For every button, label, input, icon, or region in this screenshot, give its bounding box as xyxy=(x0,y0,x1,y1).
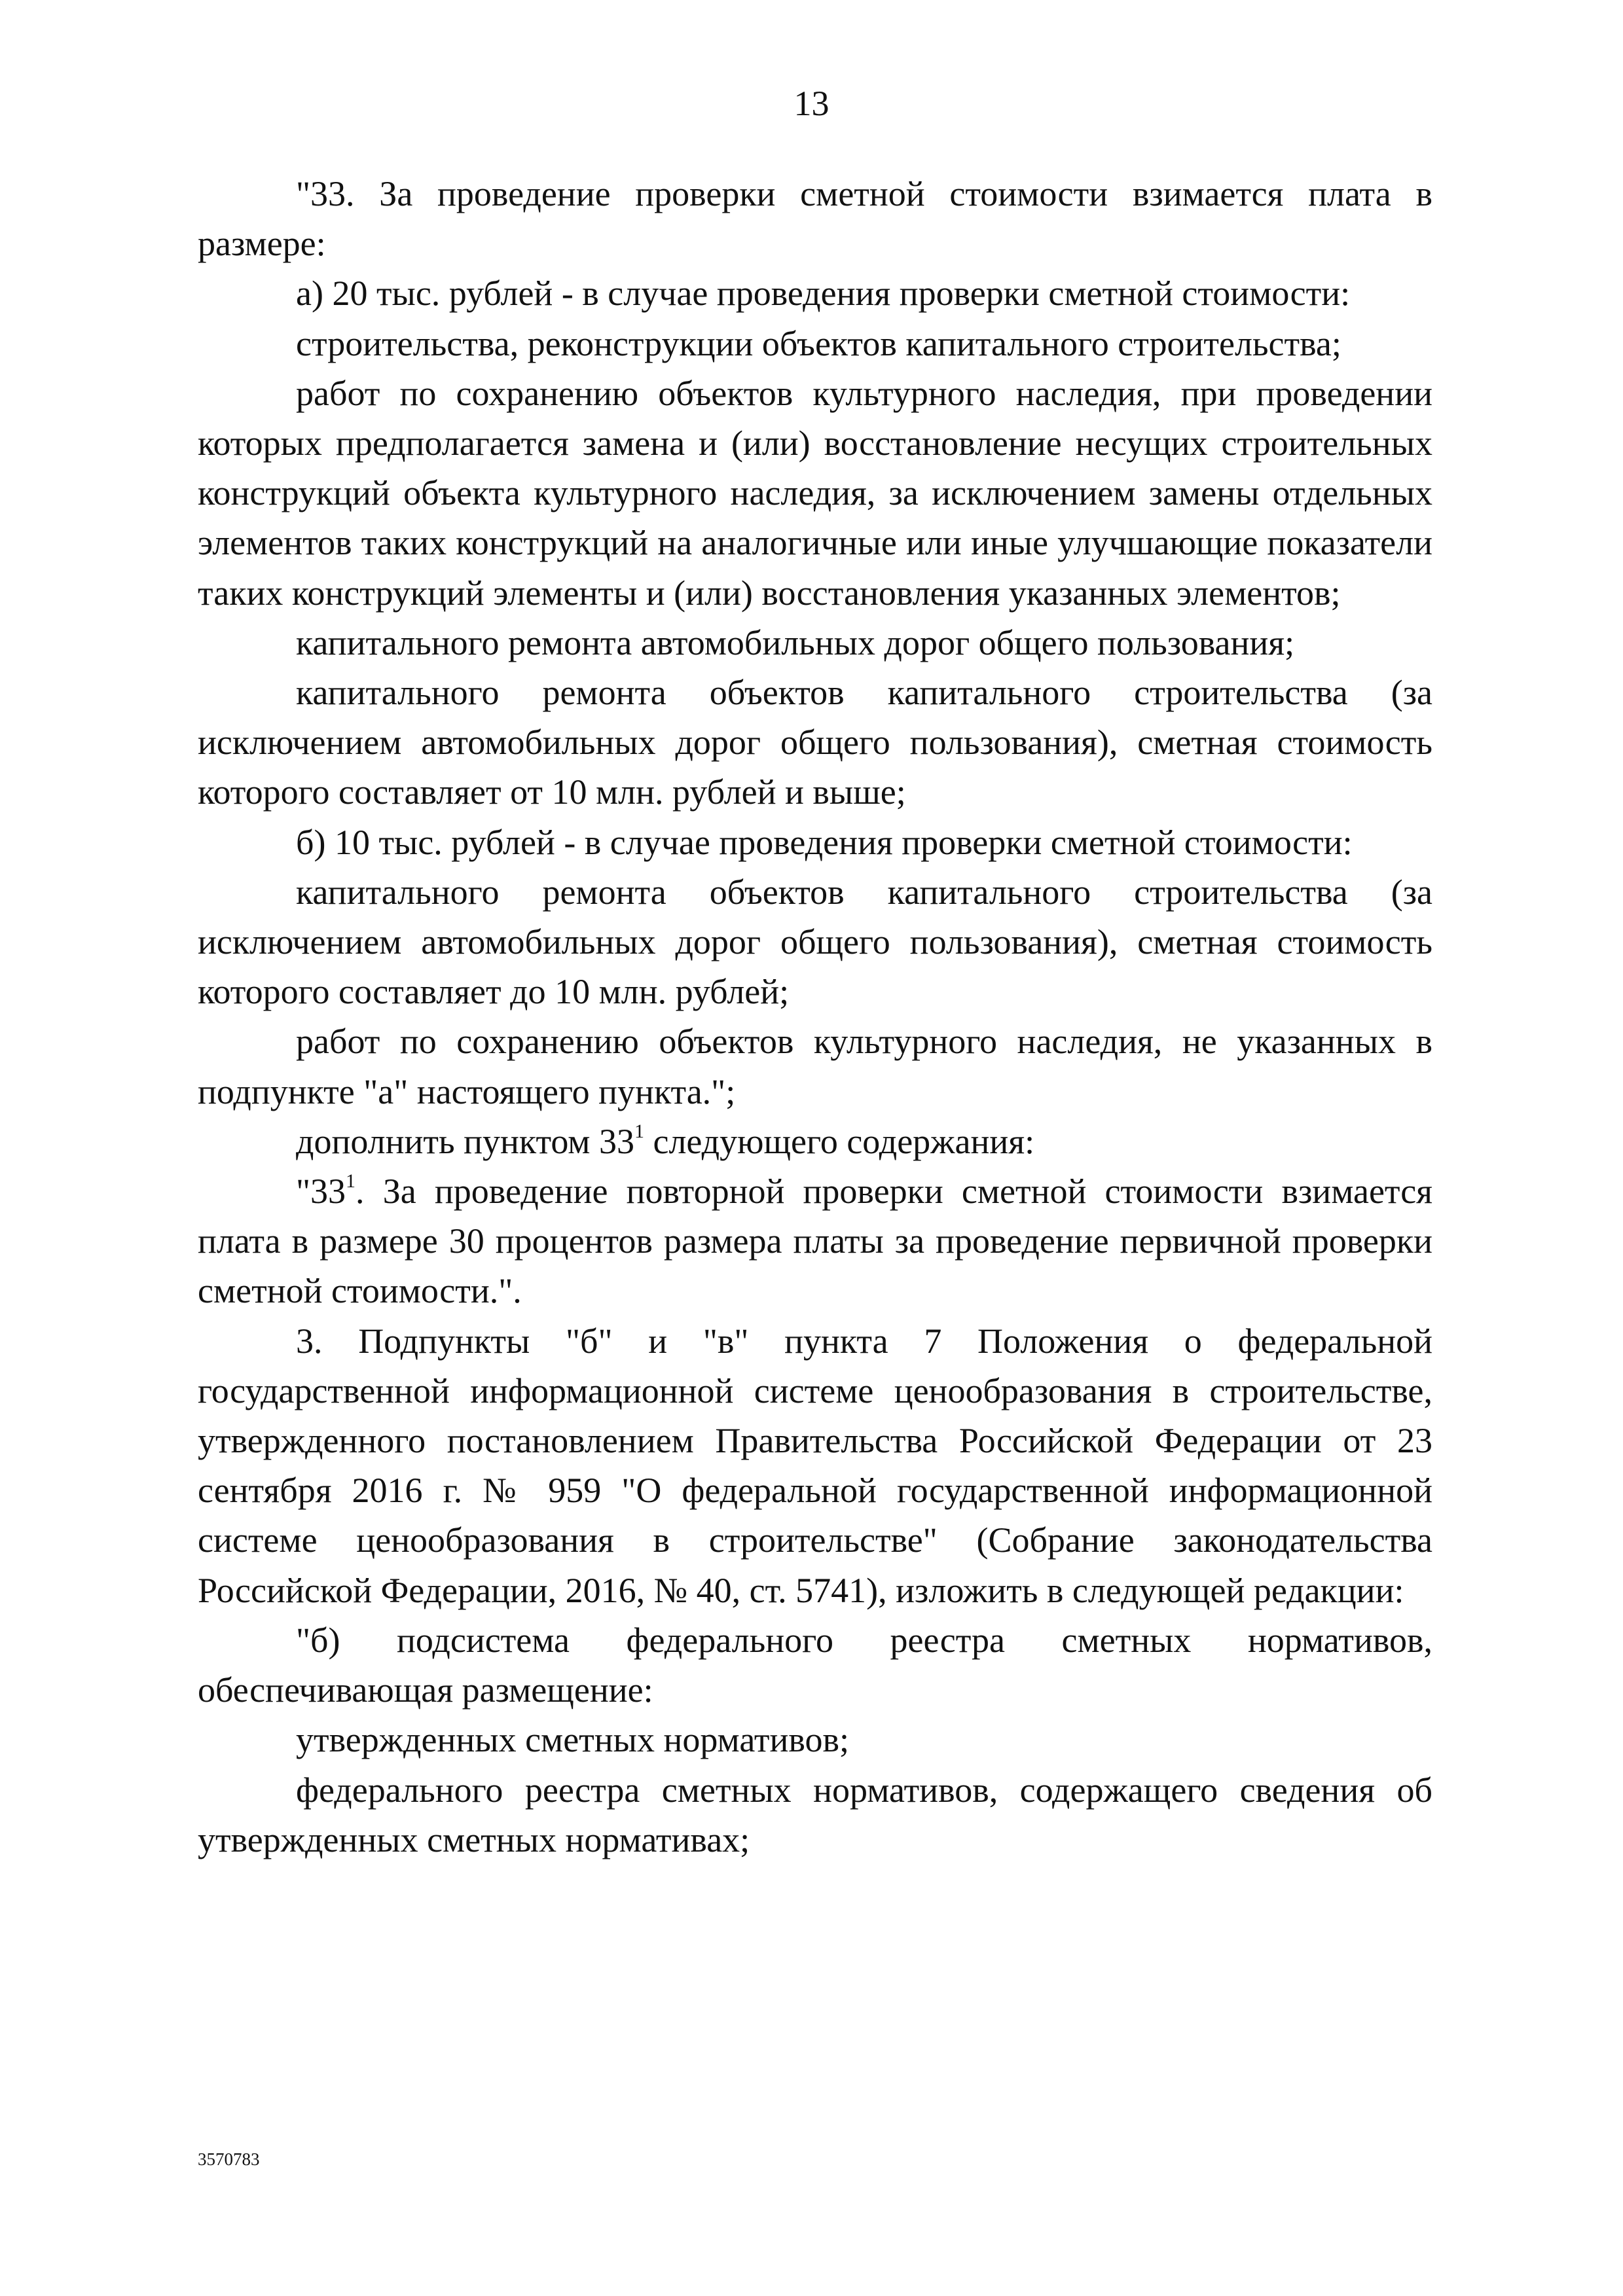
paragraph-subitem-b-subsystem: "б) подсистема федерального реестра сметных нормативов, обеспечивающая размещение: xyxy=(198,1620,1432,1710)
paragraph-federal-registry: федерального реестра сметных нормативов, содержащего сведения об утвержденных сметных нормативах; xyxy=(198,1770,1432,1859)
paragraph-33-1-superscript: 1 xyxy=(346,1170,356,1193)
add-33-1-superscript: 1 xyxy=(634,1120,644,1142)
paragraph-subitem-b: б) 10 тыс. рублей - в случае проведения проверки сметной стоимости: xyxy=(296,822,1353,862)
paragraph-33-1-text: . За проведение повторной проверки сметной стоимости взимается плата в размере 30 процентов размера платы за проведение первичной проверки сметной стоимости.". xyxy=(198,1172,1432,1311)
paragraph-3: 3. Подпункты "б" и "в" пункта 7 Положения о федеральной государственной информационной системе ценообразования в строительстве, утвержденного постановлением Правительства Российской Федерации от 23 сентября 2016 г. № 959 "О федеральной государственной информационной системе ценообразования в строительстве" (Собрание законодательства Российской Федерации, 2016, № 40, ст. 5741), изложить в следующей редакции: xyxy=(198,1321,1432,1610)
paragraph-approved-norms: утвержденных сметных нормативов; xyxy=(296,1720,850,1760)
document-id: 3570783 xyxy=(198,2149,260,2169)
paragraph-add-33-1 xyxy=(198,1117,1432,1166)
paragraph-construction: строительства, реконструкции объектов капитального строительства; xyxy=(296,323,1341,363)
add-33-1-tail: следующего содержания: xyxy=(644,1121,1035,1161)
paragraph-heritage-works: работ по сохранению объектов культурного наследия, при проведении которых предполагается замена и (или) восстановление несущих строительных конструкций объекта культурного наследия, за исключением замены отдельных элементов таких конструкций на аналогичные или иные улучшающие показатели таких конструкций элементы и (или) восстановления указанных элементов; xyxy=(198,373,1432,613)
paragraph-road-repair: капитального ремонта автомобильных дорог общего пользования; xyxy=(296,622,1295,662)
add-33-1-text: дополнить пунктом 33 xyxy=(296,1121,634,1161)
paragraph-capital-repair-under-10m: капитального ремонта объектов капитального строительства (за исключением автомобильных дорог общего пользования), сметная стоимость которого составляет до 10 млн. рублей; xyxy=(198,872,1432,1012)
paragraph-33-1-start: "33 xyxy=(296,1172,346,1211)
paragraph-capital-repair-over-10m: капитального ремонта объектов капитального строительства (за исключением автомобильных дорог общего пользования), сметная стоимость которого составляет от 10 млн. рублей и выше; xyxy=(198,673,1432,812)
document-body xyxy=(198,169,1432,1865)
paragraph-heritage-other: работ по сохранению объектов культурного наследия, не указанных в подпункте "а" настоящего пункта."; xyxy=(198,1022,1432,1111)
page-number: 13 xyxy=(793,84,830,123)
paragraph-subitem-a: а) 20 тыс. рублей - в случае проведения проверки сметной стоимости: xyxy=(296,274,1351,314)
paragraph-33: "33. За проведение проверки сметной стоимости взимается плата в размере: xyxy=(198,174,1432,264)
paragraph-33-1 xyxy=(198,1166,1432,1316)
